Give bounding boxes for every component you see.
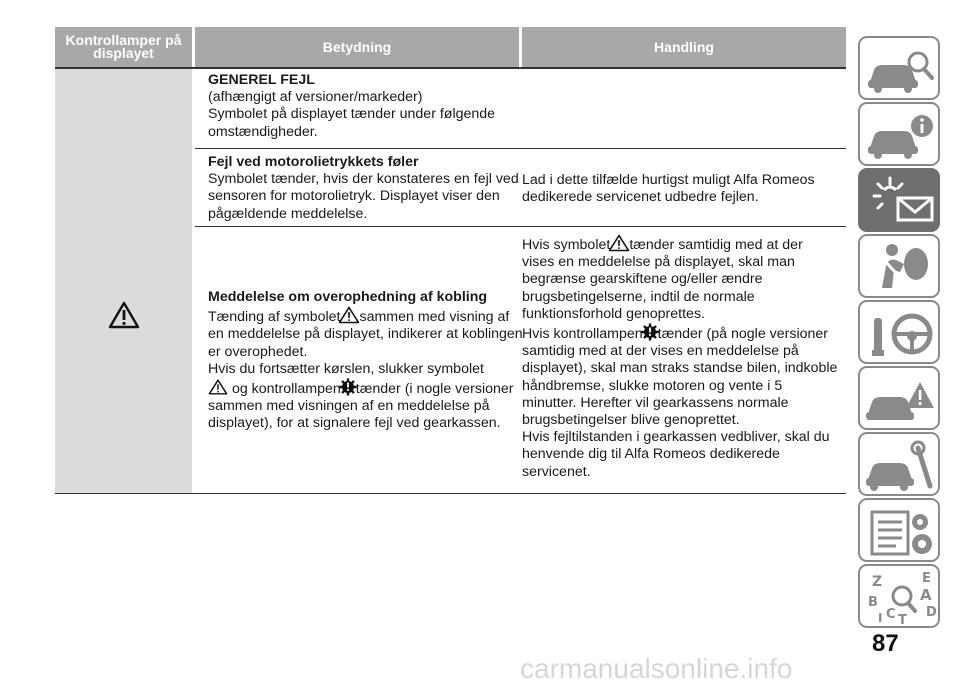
text-line: Hvis fejltilstanden i gearkassen vedbliver, skal du [522,429,830,446]
gearbox-fault-icon [641,323,659,341]
header-label: Handling [654,38,714,55]
tab-specs[interactable] [858,498,940,562]
text-line: henvende dig til Alfa Romeos dedikerede [522,446,780,463]
tab-car-search[interactable] [858,36,940,100]
text-line: (afhængigt af versioner/markeder) [208,89,423,106]
index-icon [860,566,942,630]
text-line: Tænding af symbolet [208,309,341,326]
header-meaning [195,27,519,67]
text-line: tænder samtidig med at der [629,237,803,253]
warning-triangle-icon [108,301,140,334]
row-title: GENEREL FEJL [208,72,315,88]
text-line: samtidig med at der vises en meddelelse på [522,343,799,360]
warning-triangle-icon [608,234,630,252]
text-line: displayet), for at signalere fejl ved gearkassen. [208,415,501,432]
text-line: er overophedet. [208,343,308,360]
specs-icon [860,500,942,564]
row-title: Meddelelse om overophedning af kobling [208,289,488,305]
car-emergency-icon [860,368,942,432]
text-line: sensoren for motorolietryk. Displayet viser den [208,188,500,205]
index-letter: B [868,595,878,610]
row-divider [195,226,846,227]
row-divider [195,148,846,149]
row-oil-pressure-action [522,172,846,206]
index-letter: E [922,571,931,586]
index-letter: I [878,611,883,625]
car-service-icon [860,434,942,498]
index-letter: Z [872,574,883,590]
text-line: displayet), skal man straks standse bilen, indkoble [522,360,838,377]
text-line: brugsbetingelser blive genoprettet. [522,412,740,429]
gearbox-fault-icon [339,378,357,396]
header-action [522,27,846,67]
text-line: Symbolet tænder, hvis der konstateres en fejl ved [208,171,519,188]
tab-index[interactable] [858,564,940,628]
text-line: Hvis kontrollampen [522,326,643,343]
icon-column [55,69,192,493]
text-line: begrænse gearskiftene og/eller ændre [522,271,763,288]
row-clutch-overheat [208,289,528,433]
text-line: og kontrollampen [231,381,341,398]
car-info-icon [860,104,942,168]
text-line: brugsbetingelserne, indtil de normale [522,288,755,305]
warning-triangle-icon [208,378,228,396]
index-letter: C [886,607,896,622]
index-letter: D [926,605,937,620]
text-line: tænder (i nogle versioner [355,381,514,398]
text-line: tænder (på nogle versioner [657,326,829,343]
tab-steering-start[interactable] [858,300,940,364]
row-title: Fejl ved motorolietrykkets føler [208,154,419,170]
header-label: Kontrollamper på displayet [65,32,182,61]
text-line: sammen med visning af [359,309,510,326]
header-label: Betydning [322,38,392,55]
index-letter: A [920,586,932,604]
text-line: Symbolet på displayet tænder under følgende [208,106,496,123]
table-bottom-rule [55,493,846,494]
text-line: dedikerede servicenet udbedre fejlen. [522,189,759,206]
text-line: vises en meddelelse på displayet, skal man [522,254,795,271]
text-line: Hvis symbolet [522,237,611,253]
airbag-safety-icon [860,236,942,300]
header-warning-lights [55,27,192,67]
text-line: Hvis du fortsætter kørslen, slukker symbolet [208,360,484,377]
page-number: 87 [872,630,899,657]
tab-car-emergency[interactable] [858,366,940,430]
text-line: sammen med visningen af en meddelelse på [208,398,490,415]
text-line: en meddelelse på displayet, indikerer at koblingen [208,326,523,343]
text-line: omstændigheder. [208,123,318,140]
car-search-icon [860,38,942,102]
tab-warning-lights[interactable] [858,168,940,232]
text-line: funktionsforhold genoprettes. [522,305,705,322]
watermark: carmanualsonline.info [520,653,793,684]
tab-car-info[interactable] [858,102,940,166]
tab-airbag-safety[interactable] [858,234,940,298]
index-letter: T [898,613,907,628]
text-line: pågældende meddelelse. [208,205,368,222]
text-line: minutter. Herefter vil gearkassens normale [522,394,789,411]
warning-lights-icon [860,170,942,234]
row-clutch-overheat-action [522,234,850,481]
steering-start-icon [860,302,942,366]
row-general-fault [208,72,518,141]
warning-triangle-icon [338,306,360,324]
text-line: Lad i dette tilfælde hurtigst muligt Alfa Romeos [522,172,815,188]
tab-car-service[interactable] [858,432,940,496]
text-line: servicenet. [522,463,591,480]
row-oil-pressure-sensor [208,154,520,223]
text-line: håndbremse, slukke motoren og vente i 5 [522,377,783,394]
